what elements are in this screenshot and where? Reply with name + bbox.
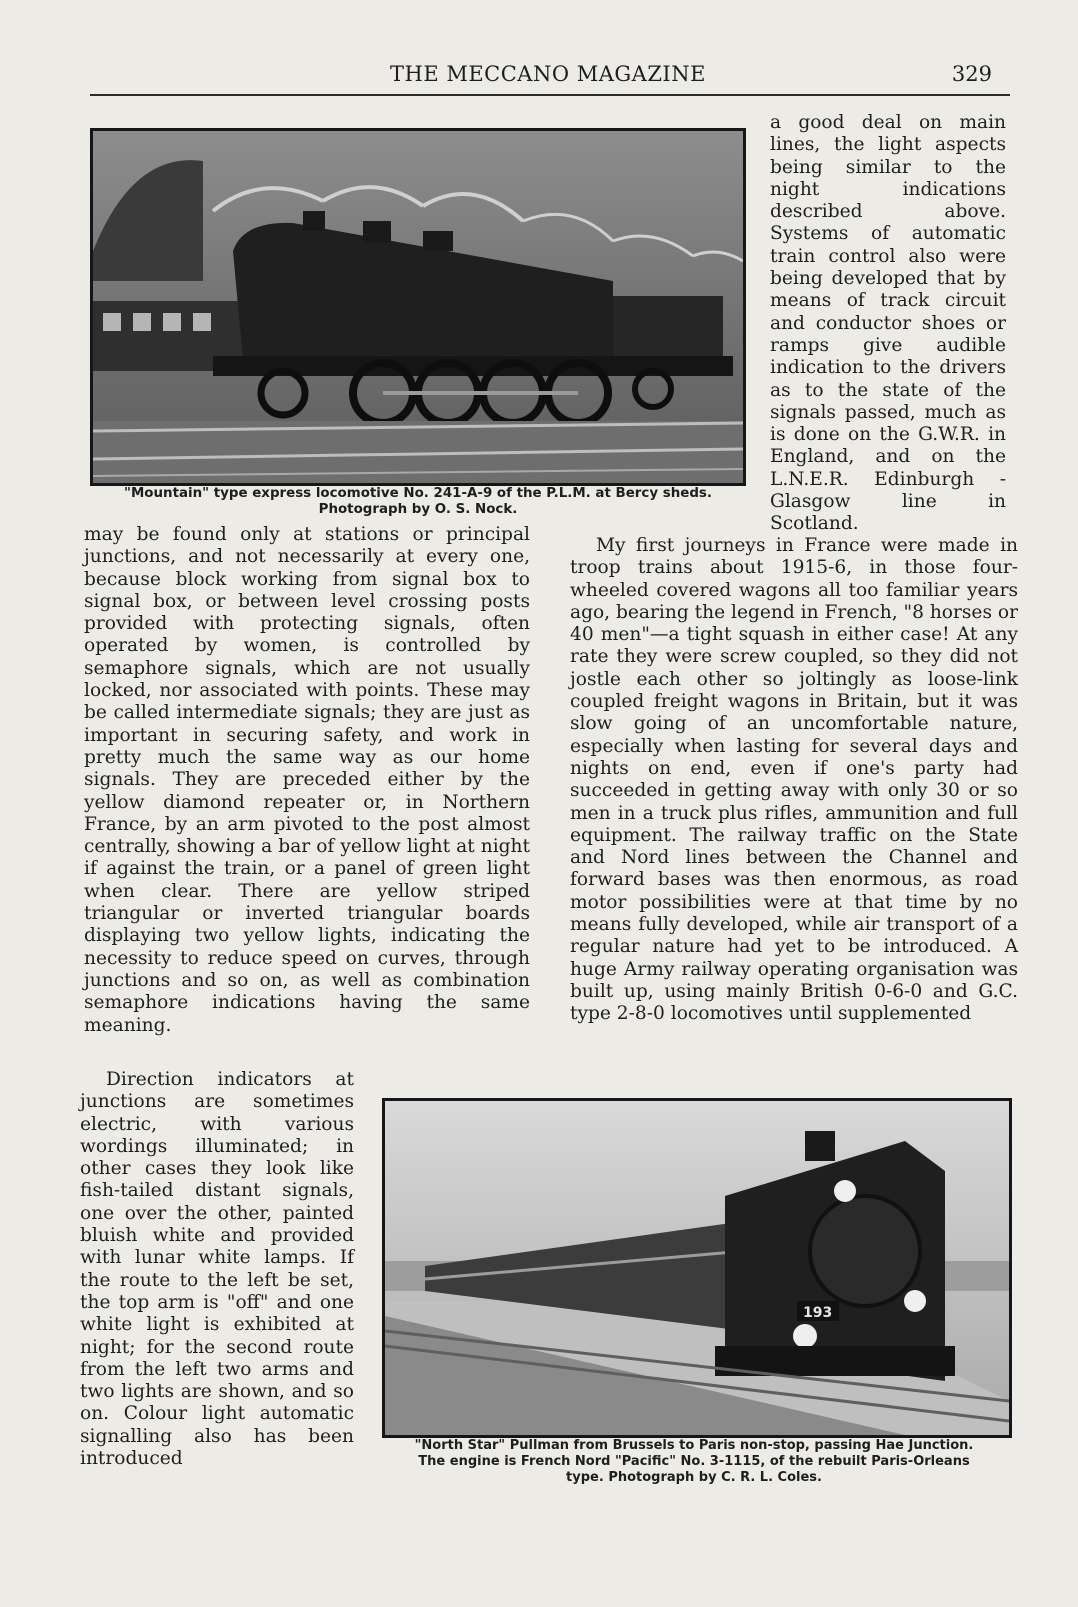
paragraph: Direction indicators at junctions are sometimes electric, with various wordings illuminated; in other cases they look like fish-tailed distant signals, one over the other, painted bluish white and provided with lunar white lamps. If the route to the left be set, the top arm is "off" and one white light is exhibited at night; for the second route from the left two arms and two lights are shown, and so on. Colour light automatic signalling also has been introduced [80, 1069, 354, 1470]
paragraph: may be found only at stations or principal junctions, and not necessarily at every one, because block working from signal box to signal box, or between level crossing posts provided with protecting signals, often operated by women, is controlled by semaphore signals, which are not usually locked, nor associated with points. These may be called intermediate signals; they are just as important in securing safety, and work in pretty much the same way as our home signals. They are preceded either by the yellow diamond repeater or, in Northern France, by an arm pivoted to the post almost centrally, showing a bar of yellow light at night if against the train, or a panel of green light when clear. There are yellow striped triangular or inverted triangular boards displaying two yellow lights, indicating the necessity to reduce speed on curves, through junctions and so on, as well as combination semaphore indications having the same meaning. [84, 524, 530, 1036]
photo-caption-mountain [88, 486, 748, 518]
page-number: 329 [951, 62, 992, 86]
paragraph: My first journeys in France were made in troop trains about 1915-6, in those four-wheeled covered wagons all too familiar years ago, bearing the legend in French, "8 horses or 40 men"—a tight squash in either case! At any rate they were screw coupled, so they did not jostle each other so joltingly as loose-link coupled freight wagons in Britain, but it was slow going of an uncomfortable nature, especially when lasting for several days and nights on end, even if one's party had succeeded in getting away with only 30 or so men in a truck plus rifles, ammunition and full equipment. The railway traffic on the State and Nord lines between the Channel and forward bases was then enormous, as road motor possibilities were at that time by no means fully developed, while air transport of a regular nature had yet to be introduced. A huge Army railway operating organisation was built up, using mainly British 0-6-0 and G.C. type 2-8-0 locomotives until supplemented [570, 535, 1018, 1025]
train-photo-north-star [382, 1098, 1012, 1438]
text-column-top-right [770, 112, 1006, 536]
photo-caption-north-star [374, 1438, 1014, 1486]
locomotive-photo-mountain [90, 128, 746, 486]
engine-number-plate: 193 [803, 1305, 833, 1321]
paragraph: a good deal on main lines, the light aspects being similar to the night indications described above. Systems of automatic train control also were being developed that by means of track circuit and conductor shoes or ramps give audible indication to the drivers as to the state of the signals passed, much as is done on the G.W.R. in England, and on the L.N.E.R. Edinburgh - Glasgow line in Scotland. [770, 112, 1006, 535]
caption-line: "North Star" Pullman from Brussels to Paris non-stop, passing Hae Junction. [414, 1438, 974, 1453]
caption-line: type. Photograph by C. R. L. Coles. [566, 1470, 822, 1485]
text-column-right [570, 535, 1018, 1026]
page-header [90, 60, 1010, 96]
caption-line: "Mountain" type express locomotive No. 241-A-9 of the P.L.M. at Bercy sheds. [124, 486, 712, 501]
magazine-title: THE MECCANO MAGAZINE [390, 62, 706, 86]
caption-line: Photograph by O. S. Nock. [318, 502, 518, 517]
text-column-left-narrow [80, 1069, 354, 1470]
text-column-left [84, 524, 530, 1037]
caption-line: The engine is French Nord "Pacific" No. 3-1115, of the rebuilt Paris-Orleans [418, 1454, 970, 1469]
